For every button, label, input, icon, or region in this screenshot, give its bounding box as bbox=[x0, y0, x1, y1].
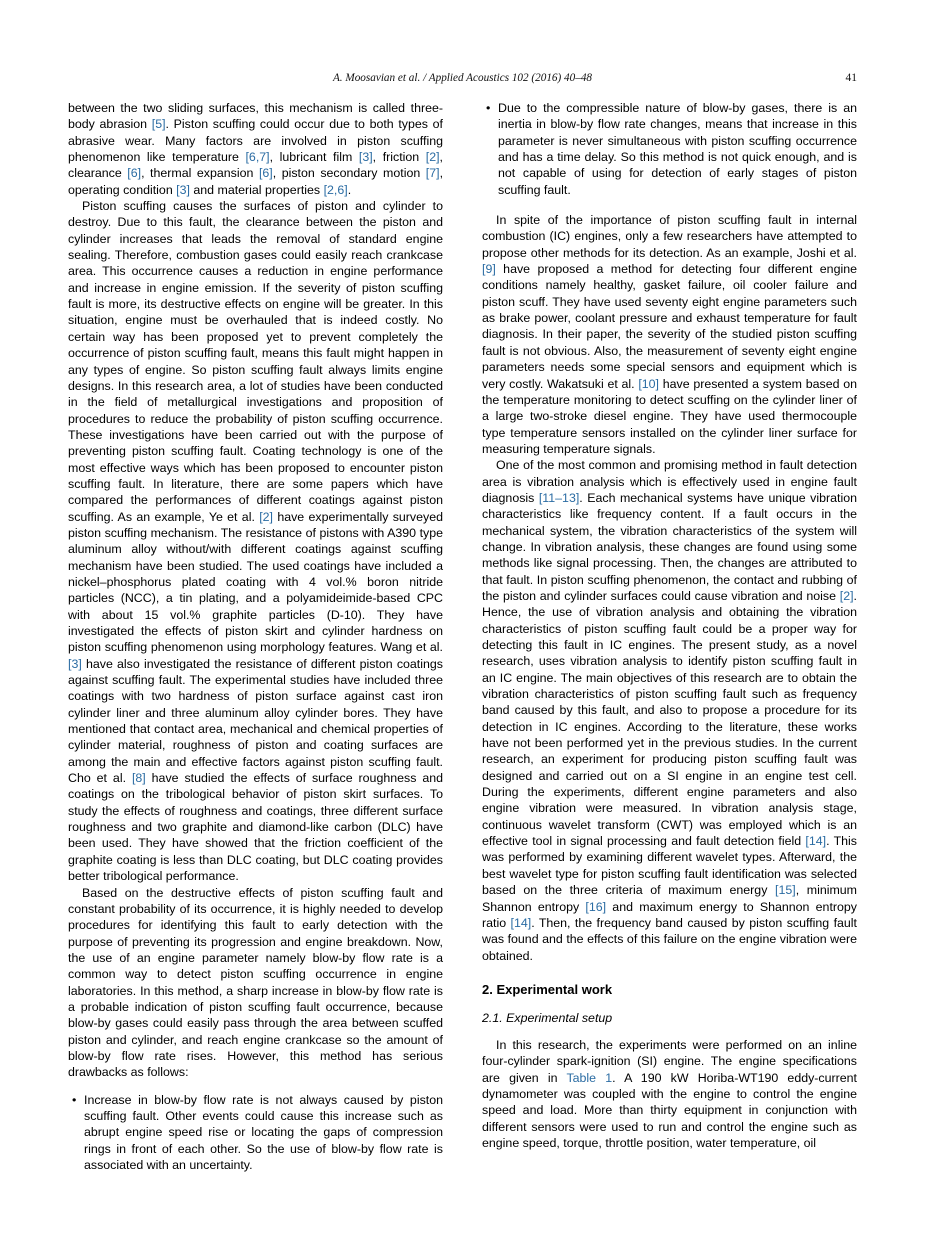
citation-link[interactable]: [10] bbox=[638, 376, 659, 391]
spacer bbox=[482, 999, 857, 1010]
text-run: . Then, the frequency band caused by piston scuffing fault was found and the effects of this failure on the engine vibration were obtained. bbox=[482, 915, 857, 963]
text-run: have proposed a method for detecting four different engine conditions namely healthy, gasket failure, oil cooler failure and piston scuff. They have used seventy eight engine parameters such as brake power, coolant pressure and exhaust temperature for fault diagnosis. In their paper, the severity of the studied piston scuffing fault is not obvious. Also, the measurement of seventy eight engine parameters needs some special sensors and equipment which is very costly. Wakatsuki et al. bbox=[482, 262, 857, 391]
spacer bbox=[68, 1081, 443, 1092]
paragraph-engine-setup bbox=[482, 1037, 857, 1151]
paragraph-piston-scuffing bbox=[68, 198, 443, 884]
citation-link[interactable]: [6] bbox=[258, 166, 273, 181]
text-run: and material properties bbox=[189, 182, 324, 197]
spacer bbox=[482, 964, 857, 975]
table-reference-link[interactable]: Table 1 bbox=[566, 1070, 613, 1085]
text-run: . This was performed by examining different wavelet types. Afterward, the best wavelet type for piston scuffing fault identification was selected based on the three criteria of maximum energy bbox=[482, 834, 857, 898]
text-run: between the two sliding surfaces, this mechanism is called three-body abrasion bbox=[68, 101, 443, 132]
citation-link[interactable]: [6,7] bbox=[245, 150, 270, 165]
spacer bbox=[482, 1026, 857, 1037]
text-run: , clearance bbox=[68, 150, 443, 181]
text-run: , operating condition bbox=[68, 166, 444, 197]
text-run: have presented a system based on the temperature monitoring to detect scuffing on the cylinder liner of a large two-stroke diesel engine. They have used thermocouple type temperature sensors installed on the cylinder liner surface for measuring temperature signals. bbox=[482, 376, 857, 456]
left-column bbox=[68, 100, 443, 1190]
citation-link[interactable]: [2,6] bbox=[323, 182, 348, 197]
right-column bbox=[482, 100, 857, 1190]
paragraph-detection-methods bbox=[482, 212, 857, 457]
paragraph-blowby: Based on the destructive effects of piston scuffing fault and constant probability of its occurrence, it is highly needed to develop procedures for identifying this fault to early detection with the purpose of preventing its progression and engine breakdown. Now, the use of an engine parameter namely blow-by flow rate is a common way to detect piston scuffing occurrence in engine laboratories. In this method, a sharp increase in blow-by flow rate is a probable indication of piston scuffing fault occurrence, because blow-by gases could easily pass through the area between scuffed piston and cylinder, and reach engine crankcase so the amount of blow-by flow rate rises. However, this method has serious drawbacks as follows: bbox=[68, 885, 443, 1080]
citation-link[interactable]: [6] bbox=[127, 166, 142, 181]
list-item: • Due to the compressible nature of blow-by gases, there is an inertia in blow-by flow rate changes, means that increase in this parameter is never simultaneous with piston scuffing occurrence and has a time delay. So this method is not quick enough, and is not capable of using for detection of early stages of piston scuffing fault. bbox=[498, 100, 857, 198]
spacer bbox=[482, 975, 857, 982]
subsection-heading-experimental-setup: 2.1. Experimental setup bbox=[482, 1010, 613, 1025]
text-run: In this research, the experiments were performed on an inline four-cylinder spark-ignition (SI) engine. The engine specifications are given in bbox=[482, 1037, 857, 1085]
text-run: have also investigated the resistance of different piston coatings against scuffing fault. The experimental studies have included three coatings with two hardness of piston surface against cast iron cylinder liner and three aluminum alloy cylinder bores. They have mentioned that contact area, mechanical and chemical properties of cylinder material, roughness of piston and coating surfaces are among the main and effective factors against piston scuffing fault. Cho et al. bbox=[68, 656, 443, 786]
citation-link[interactable]: [3] bbox=[358, 150, 373, 165]
citation-link[interactable]: [7] bbox=[425, 166, 440, 181]
citation-link[interactable]: [8] bbox=[131, 771, 146, 786]
text-run: , thermal expansion bbox=[141, 166, 259, 181]
citation-link[interactable]: [3] bbox=[176, 182, 190, 197]
citation-link[interactable]: [14] bbox=[805, 834, 827, 849]
citation-link[interactable]: [2] bbox=[425, 150, 440, 165]
citation-link[interactable]: [16] bbox=[585, 899, 607, 914]
text-run: . Hence, the use of vibration analysis and obtaining the vibration characteristics of piston scuffing fault could be a proper way for detecting this fault in IC engines. The present study, as a novel research, uses vibration analysis to identify piston scuffing fault in an IC engine. The main objectives of this research are to obtain the vibration characteristics of piston scuffing fault such as frequency band caused by this fault, and also to propose a procedure for its detection in IC engines. According to the literature, these works have not been performed yet in the previous studies. In the current research, an experiment for producing piston scuffing fault was designed and carried out on a SI engine in an engine test cell. During the experiments, different engine parameters and also engine vibration were measured. In vibration analysis stage, continuous wavelet transform (CWT) was employed which is an effective tool in signal processing and fault detection field bbox=[482, 588, 857, 849]
paragraph-continuation bbox=[68, 100, 443, 198]
citation-link[interactable]: [5] bbox=[151, 117, 166, 132]
text-run: , piston secondary motion bbox=[272, 166, 426, 181]
paragraph-vibration-analysis bbox=[482, 457, 857, 964]
text-run: have experimentally surveyed piston scuffing mechanism. The resistance of pistons with A390 type aluminum alloy without/with different coatings against scuffing mechanism have been studied. The used coatings have included a nickel–phosphorus plated coating with 4 vol.% boron nitride particles (NCC), a tin plating, and a polyamideimide-based CPC with about 15 vol.% graphite particles (D-10). They have investigated the effects of piston skirt and cylinder hardness on piston scuffing phenomenon using morphology features. Wang et al. bbox=[68, 509, 443, 655]
citation-link[interactable]: [2] bbox=[259, 509, 273, 524]
section-heading-experimental-work: 2. Experimental work bbox=[482, 981, 613, 997]
text-run: One of the most common and promising method in fault detection area is vibration analysis which is effectively used in engine fault diagnosis bbox=[482, 458, 857, 505]
text-run: , minimum Shannon entropy bbox=[482, 883, 857, 914]
bullet-list-left bbox=[68, 1092, 443, 1174]
text-run: . A 190 kW Horiba-WT190 eddy-current dynamometer was coupled with the engine to control the engine speed and load. More than thirty equipment in conjunction with different sensors were used to run and control the engine such as engine speed, torque, throttle position, water temperature, oil bbox=[482, 1070, 857, 1150]
text-run: In spite of the importance of piston scuffing fault in internal combustion (IC) engines, only a few researchers have attempted to propose other methods for its detection. As an example, Joshi et al. bbox=[482, 213, 857, 260]
citation-link[interactable]: [14] bbox=[510, 915, 532, 930]
text-run: , friction bbox=[372, 150, 426, 165]
bullet-list-right bbox=[482, 100, 857, 198]
list-item: • Increase in blow-by flow rate is not always caused by piston scuffing fault. Other events could cause this increase such as abrupt engine speed rise or locating the gaps of compression rings in front of each other. So the use of blow-by flow rate is associated with an uncertainty. bbox=[84, 1092, 443, 1174]
text-run: and maximum energy to Shannon entropy ratio bbox=[482, 899, 857, 930]
citation-link[interactable]: [2] bbox=[839, 588, 854, 603]
text-run: . Each mechanical systems have unique vibration characteristics like frequency content. If a fault occurs in the mechanical system, the vibration characteristics of the system will change. In vibration analysis, these changes are found using some methods like signal processing. Then, the changes are attributed to that fault. In piston scuffing phenomenon, the contact and rubbing of the piston and cylinder surfaces could cause vibration and noise bbox=[482, 490, 857, 603]
two-column-body bbox=[68, 100, 857, 1190]
running-head: A. Moosavian et al. / Applied Acoustics 102 (2016) 40–48 bbox=[332, 72, 593, 84]
text-run: . bbox=[347, 182, 352, 197]
text-run: have studied the effects of surface roughness and coatings on the tribological behavior of piston skirt surfaces. To study the effects of roughness and coatings, three different surface roughness and two graphite and diamond-like carbon (DLC) have been used. They have showed that the friction coefficient of the graphite coating is less than DLC coating, but DLC coating provides better tribological performance. bbox=[68, 771, 443, 884]
citation-link[interactable]: [15] bbox=[775, 883, 796, 898]
citation-link[interactable]: [3] bbox=[68, 656, 82, 671]
page-number: 41 bbox=[845, 72, 857, 84]
text-run: , lubricant film bbox=[269, 150, 359, 165]
spacer bbox=[482, 201, 857, 212]
text-run: Piston scuffing causes the surfaces of piston and cylinder to destroy. Due to this fault, the clearance between the piston and cylinder increases that leads the removal of standard engine sealing. Therefore, combustion gases could easily reach crankcase area. This occurrence causes a reduction in engine performance and increase in engine emission. If the severity of piston scuffing fault is more, its destructive effects on engine will be greater. In this situation, engine must be overhauled that is indeed costly. No certain way has been proposed yet to prevent completely the occurrence of piston scuffing fault, means this fault might happen in any types of engine. So piston scuffing fault always limits engine designs. In this research area, a lot of studies have been conducted in the field of metallurgical investigations and proposition of procedures to reduce the probability of piston scuffing occurrence. These investigations have been carried out with the purpose of preventing piston scuffing fault. Coating technology is one of the most effective ways which has been proposed to encounter piston scuffing fault. In literature, there are some papers which have compared the performances of different coatings against piston scuffing. As an example, Ye et al. bbox=[68, 199, 443, 524]
citation-link[interactable]: [11–13] bbox=[538, 490, 580, 505]
citation-link[interactable]: [9] bbox=[482, 262, 496, 277]
text-run: . Piston scuffing could occur due to both types of abrasive wear. Many factors are involved in piston scuffing phenomenon like temperature bbox=[68, 117, 443, 165]
